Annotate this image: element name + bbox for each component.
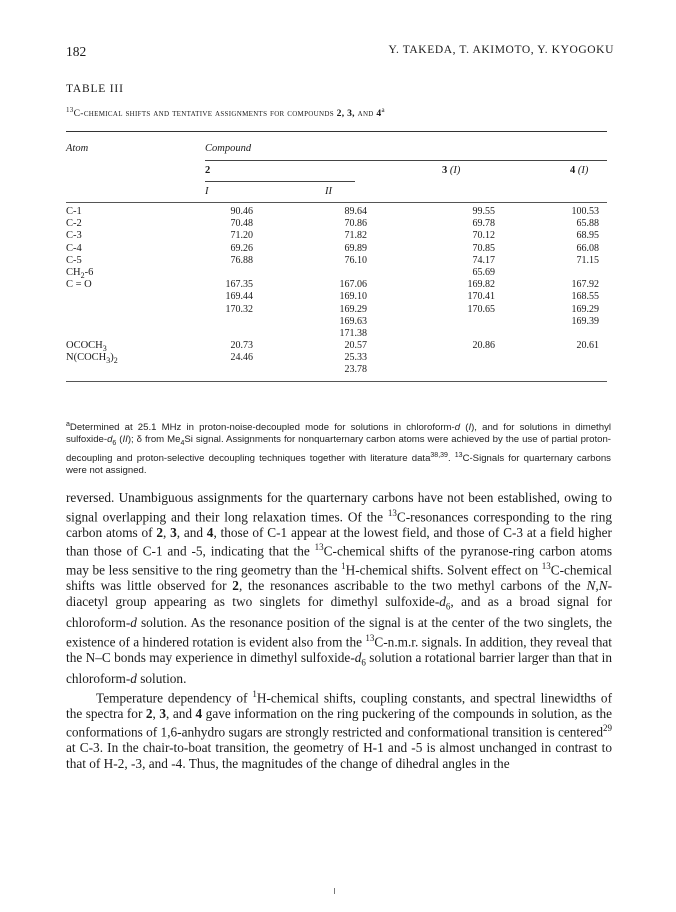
table-cell: 169.39: [571, 315, 599, 327]
caption-and: and: [357, 108, 374, 120]
table-cell: 167.06: [339, 279, 367, 291]
table-cell: 169.29: [571, 303, 599, 315]
table-cell: 70.86: [344, 218, 367, 230]
body-paragraph-2: Temperature dependency of $^1$H-chemical shifts, coupling constants, and spectral linewidths of the spectra for 2, 3, and 4 gave information on the ring puckering of the compounds in solution, as the conformations of 1,6-anhydro sugars are strongly restricted and conformational transition is centered$^{29}$ at C-3. In the chair-to-boat transition, the geometry of H-1 and -5 is almost unchanged in contrast to that of H-2, -3, and -4. Thus, the magnitudes of the change of dihedral angles in the: [66, 688, 613, 771]
table-cell: 71.82: [344, 230, 367, 242]
table-cell: 20.57: [344, 340, 367, 352]
table-cell: 69.89: [344, 242, 367, 254]
table-cell: 90.46: [230, 206, 253, 217]
table-cell: [435, 364, 495, 376]
table-cell: 65.69: [472, 266, 495, 278]
atom-cell: $CH_2-6$: [66, 266, 94, 281]
running-head: [66, 44, 614, 62]
column-compound-3: [435, 206, 495, 377]
atom-cell: $N(COCH_3)_2$: [66, 352, 118, 366]
table-cell: [435, 352, 495, 364]
table-cell: 169.29: [339, 303, 367, 315]
caption-main: chemical shifts and tentative assignments for compounds: [83, 108, 334, 120]
table-cell: 20.86: [472, 340, 495, 352]
table-cell: 70.48: [230, 218, 253, 230]
table-cell: [539, 267, 599, 279]
header-atom: Atom: [66, 143, 89, 154]
header-solvent-II: II: [325, 186, 332, 197]
table-cell: [539, 352, 599, 364]
table-cell: [435, 316, 495, 328]
atom-cell: C-2: [66, 218, 82, 230]
table-cell: 70.12: [472, 230, 495, 242]
atom-cell: C-3: [66, 230, 82, 242]
table-cell: 100.53: [571, 206, 599, 217]
body-paragraph-1: reversed. Unambiguous assignments for the quarternary carbons have not been established, owing to signal overlapping and their long relaxation times. Of the $^{13}$C-resonances corresponding to the ring carbon atoms of 2, 3, and 4, those of C-1 appear at the lowest field, and those of C-3 at a field higher than those of C-1 and -5, indicating that the $^{13}$C-chemical shifts of the pyranose-ring carbon atoms may be less sensitive to the ring geometry than the $^1$H-chemical shifts. Solvent effect on $^{13}$C-chemical shifts was little observed for 2, the resonances ascribable to the two methyl carbons of the N,N-diacetyl group appearing as two singlets for dimethyl sulfoxide-$d_6$, and as a broad signal for chloroform-d solution. As the resonance position of the signal is at the center of the two singlets, the existence of a hindered rotation is evident also from the $^{13}$C-n.m.r. signals. In addition, they reveal that the N–C bonds may experience in dimethyl sulfoxide-$d_6$ solution a rotational barrier larger than that in chloroform-d solution.: [66, 490, 613, 686]
table-cell: 170.41: [467, 291, 495, 303]
table-cell: 168.55: [571, 291, 599, 303]
table-cell: 170.65: [467, 303, 495, 315]
table-cell: [193, 316, 253, 328]
table-bottom-rule: [66, 381, 607, 382]
atom-cell: C-1: [66, 206, 82, 217]
atom-cell: C = O: [66, 279, 92, 291]
table-cell: 20.61: [576, 340, 599, 352]
caption-compounds: 2, 3,: [336, 108, 355, 120]
table-cell: 170.32: [225, 303, 253, 315]
table-cell: [307, 267, 367, 279]
table-cell: 71.20: [230, 230, 253, 242]
running-head-authors: Y. TAKEDA, T. AKIMOTO, Y. KYOGOKU: [388, 44, 614, 56]
header-compound-3: 3 (I): [442, 165, 461, 176]
table-cell: 24.46: [230, 352, 253, 364]
table-label: TABLE III: [66, 83, 124, 95]
caption-superscript: 13: [66, 106, 74, 114]
page-mark: [334, 888, 335, 894]
table-cell: 169.82: [467, 279, 495, 291]
table-cell: [193, 328, 253, 340]
table-cell: 76.10: [344, 254, 367, 266]
table-cell: [193, 267, 253, 279]
header-compound: Compound: [205, 143, 252, 154]
table-caption: [66, 106, 385, 119]
table-cell: [539, 328, 599, 340]
atom-cell: C-5: [66, 254, 82, 266]
table-cell: 69.26: [230, 242, 253, 254]
table-cell: 69.78: [472, 218, 495, 230]
table-cell: 169.44: [225, 291, 253, 303]
table-cell: 74.17: [472, 254, 495, 266]
table-cell: 65.88: [576, 218, 599, 230]
table-footnote: $^a$Determined at 25.1 MHz in proton-noise-decoupled mode for solutions in chloroform-d (I), and for solutions in dimethyl sulfoxide-$d_6$ (II); δ from $Me_4Si$ signal. Assignments for nonquarternary carbon atoms were achieved by the use of partial proton-decoupling and proton-selective decoupling techniques together with literature data$^{38,39}$. $^{13}$C-Signals for quarternary carbons were not assigned.: [66, 421, 611, 476]
table-cell: 167.92: [571, 279, 599, 291]
table-cell: 25.33: [344, 352, 367, 364]
table-top-rule: [66, 131, 607, 132]
table-cell: 169.63: [339, 315, 367, 327]
table-cell: 23.78: [344, 364, 367, 376]
caption-last: 4$^a$: [376, 106, 385, 120]
body-text: [66, 490, 612, 771]
column-compound-2-I: [193, 206, 253, 377]
table-cell: 76.88: [230, 254, 253, 266]
column-compound-4: [539, 206, 599, 377]
atom-cell: $OCOCH_3$: [66, 340, 107, 354]
table-cell: 169.10: [339, 291, 367, 303]
column-atom: [66, 206, 186, 377]
caption-c: C-: [73, 108, 84, 120]
table-cell: 68.95: [576, 230, 599, 242]
table-cell: 99.55: [472, 206, 495, 217]
table-header-rule: [66, 202, 607, 203]
compound-rule: [205, 160, 607, 161]
table-cell: 167.35: [225, 279, 253, 291]
atom-cell: C-4: [66, 242, 82, 254]
table-cell: 171.38: [339, 327, 367, 339]
table-cell: [539, 364, 599, 376]
table-cell: 20.73: [230, 340, 253, 352]
table-cell: 71.15: [576, 254, 599, 266]
table-cell: [193, 364, 253, 376]
column-compound-2-II: [307, 206, 367, 377]
table-cell: [435, 328, 495, 340]
header-compound-2: 2: [205, 165, 211, 176]
header-compound-4: 4 (I): [570, 165, 589, 176]
page-number: 182: [66, 44, 87, 59]
compound-2-rule: [205, 181, 355, 182]
table-cell: 70.85: [472, 242, 495, 254]
table-cell: 66.08: [576, 242, 599, 254]
table-cell: 89.64: [344, 206, 367, 217]
header-solvent-I: I: [205, 186, 209, 197]
